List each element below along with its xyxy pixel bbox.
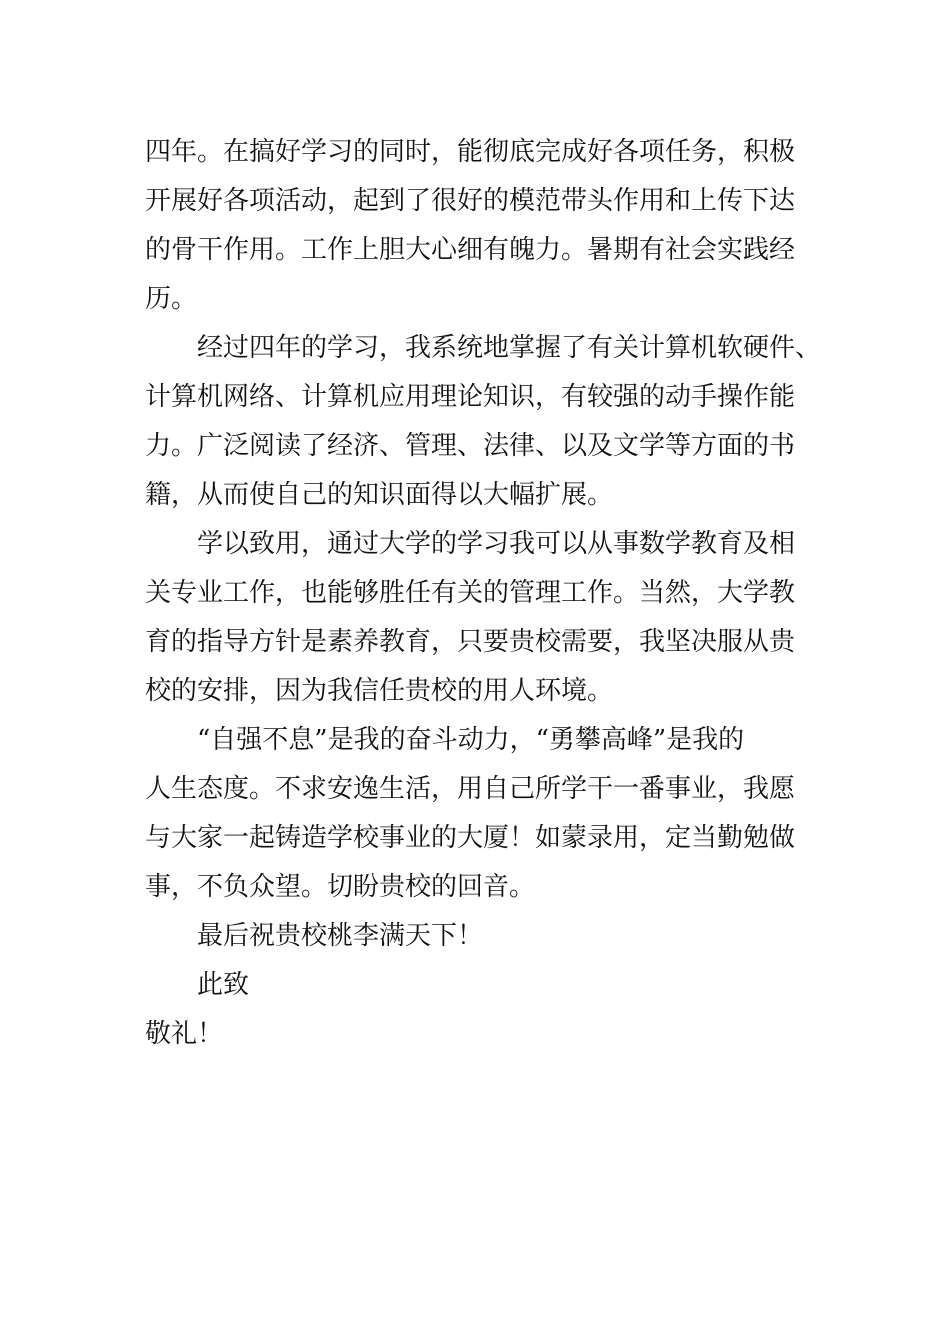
regards-line: 敬礼！ — [145, 1019, 224, 1049]
salutation-line: 此致 — [197, 970, 250, 1000]
text-line: 事，不负众望。切盼贵校的回音。 — [145, 872, 536, 902]
text-line: 力。广泛阅读了经济、管理、法律、以及文学等方面的书 — [145, 431, 796, 461]
closing-wish-line: 最后祝贵校桃李满天下！ — [197, 921, 484, 951]
text-line: 历。 — [145, 284, 198, 314]
text-line: 与大家一起铸造学校事业的大厦！如蒙录用，定当勤勉做 — [145, 823, 796, 853]
text-line: 开展好各项活动，起到了很好的模范带头作用和上传下达 — [145, 186, 796, 216]
letter-body — [145, 128, 825, 1059]
text-line: 育的指导方针是素养教育，只要贵校需要，我坚决服从贵 — [145, 627, 796, 657]
text-line: 计算机网络、计算机应用理论知识，有较强的动手操作能 — [145, 382, 796, 412]
text-line: 关专业工作，也能够胜任有关的管理工作。当然，大学教 — [145, 578, 796, 608]
paragraph-start-line: 学以致用，通过大学的学习我可以从事数学教育及相 — [197, 529, 796, 559]
text-line: 的骨干作用。工作上胆大心细有魄力。暑期有社会实践经 — [145, 235, 796, 265]
text-line: 四年。在搞好学习的同时，能彻底完成好各项任务，积极 — [145, 137, 796, 167]
text-line: 校的安排，因为我信任贵校的用人环境。 — [145, 676, 614, 706]
paragraph-start-line: 经过四年的学习，我系统地掌握了有关计算机软硬件、 — [197, 333, 822, 363]
text-line: 人生态度。不求安逸生活，用自己所学干一番事业，我愿 — [145, 774, 796, 804]
text-line: 籍，从而使自己的知识面得以大幅扩展。 — [145, 480, 614, 510]
paragraph-start-line: “自强不息”是我的奋斗动力，“勇攀高峰”是我的 — [197, 725, 745, 755]
